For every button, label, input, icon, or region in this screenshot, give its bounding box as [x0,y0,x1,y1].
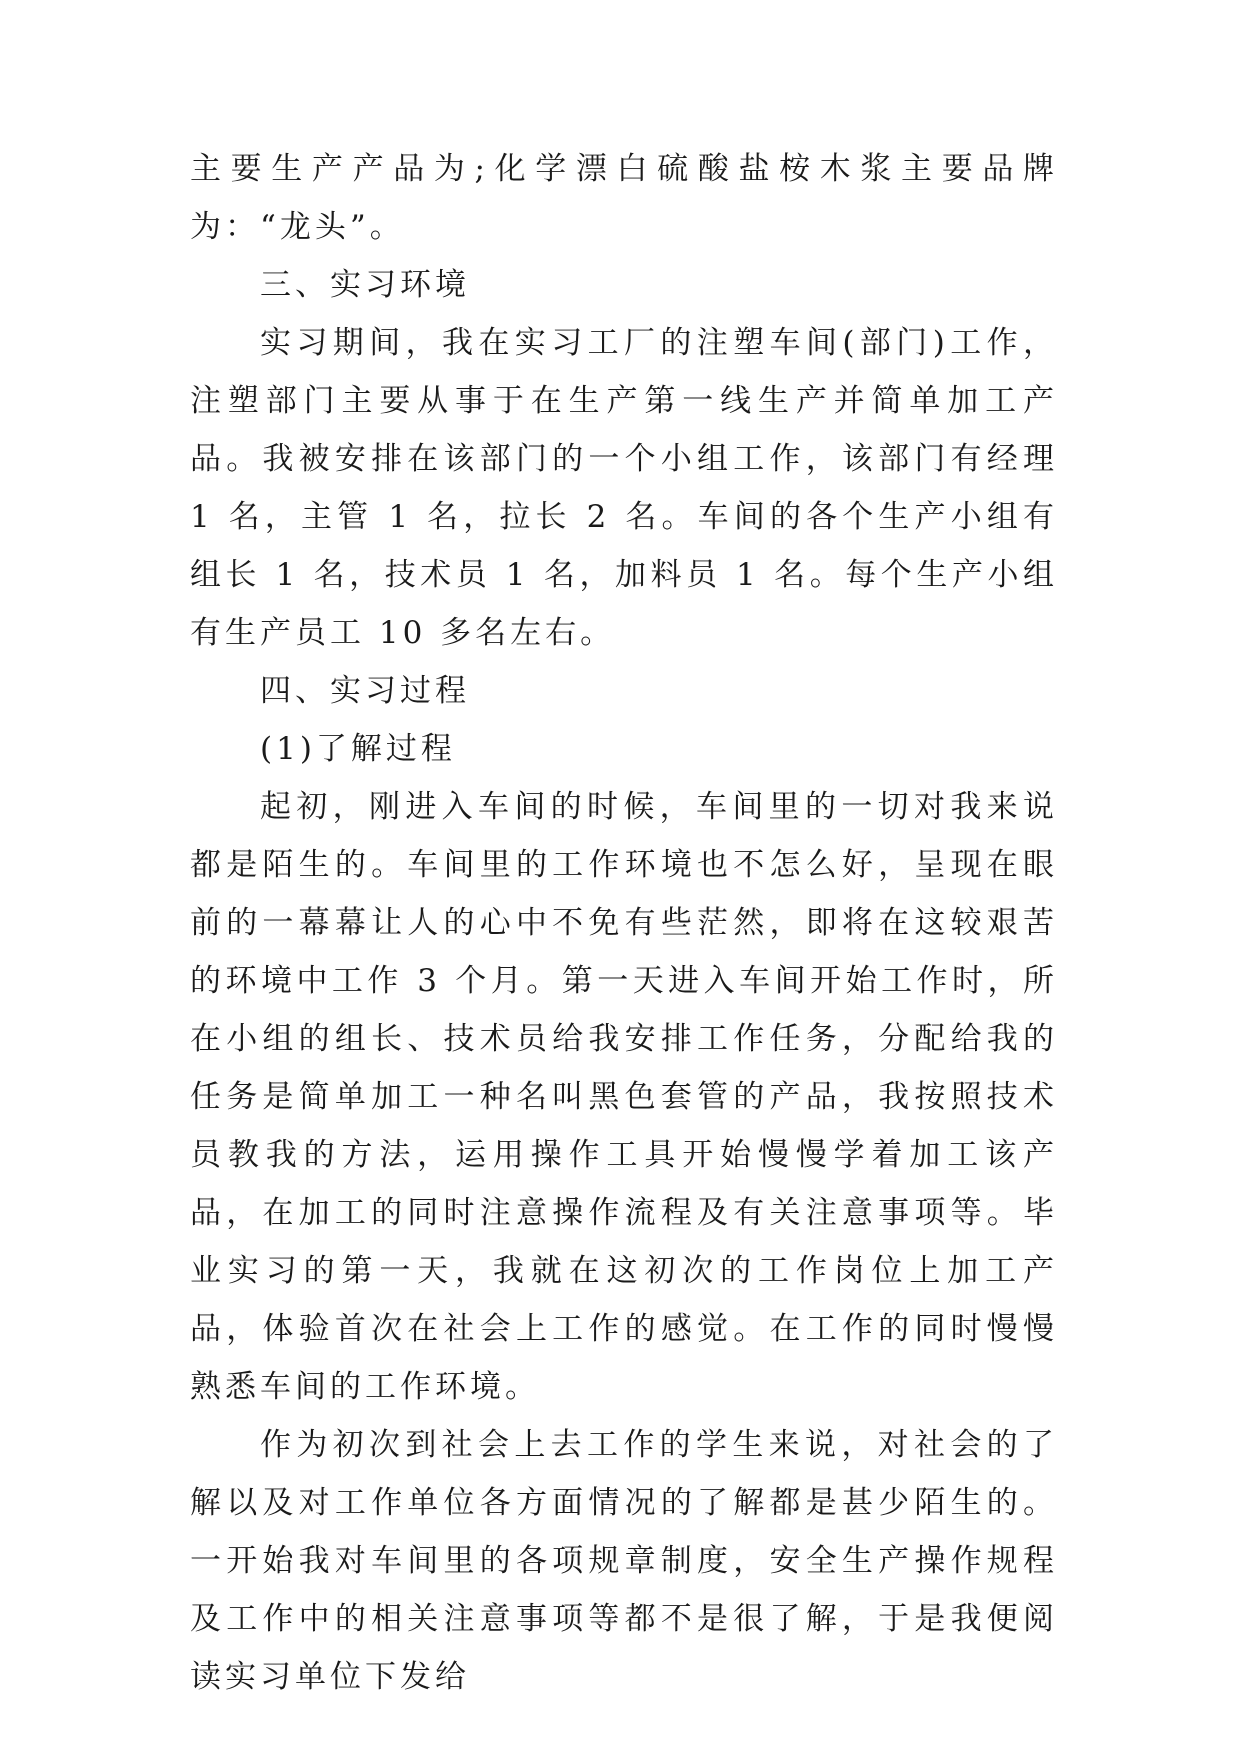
document-body [190,140,1058,1706]
section-heading-environment: 三、实习环境 [260,267,470,303]
paragraph-first-day: 起初，刚进入车间的时候，车间里的一切对我来说都是陌生的。车间里的工作环境也不怎么好，呈现在眼前的一幕幕让人的心中不免有些茫然，即将在这较艰苦的环境中工作 3 个月。第一天进入车间开始工作时，所在小组的组长、技术员给我安排工作任务，分配给我的任务是简单加工一种名叫黑色套管的产品，我按照技术员教我的方法，运用操作工具开始慢慢学着加工该产品，在加工的同时注意操作流程及有关注意事项等。毕业实习的第一天，我就在这初次的工作岗位上加工产品，体验首次在社会上工作的感觉。在工作的同时慢慢熟悉车间的工作环境。 [190,789,1058,1405]
paragraph-new-to-society: 作为初次到社会上去工作的学生来说，对社会的了解以及对工作单位各方面情况的了解都是甚少陌生的。一开始我对车间里的各项规章制度，安全生产操作规程及工作中的相关注意事项等都不是很了解，于是我便阅读实习单位下发给 [190,1427,1058,1695]
paragraph-continuation: 主要生产产品为;化学漂白硫酸盐桉木浆主要品牌为：“龙头”。 [190,151,1058,245]
subsection-heading-understanding: (1)了解过程 [260,731,456,767]
section-heading-process: 四、实习过程 [260,673,470,709]
paragraph-environment: 实习期间，我在实习工厂的注塑车间(部门)工作，注塑部门主要从事于在生产第一线生产并简单加工产品。我被安排在该部门的一个小组工作，该部门有经理 1 名，主管 1 名，拉长 2 名。车间的各个生产小组有组长 1 名，技术员 1 名，加料员 1 名。每个生产小组有生产员工 10 多名左右。 [190,325,1058,651]
